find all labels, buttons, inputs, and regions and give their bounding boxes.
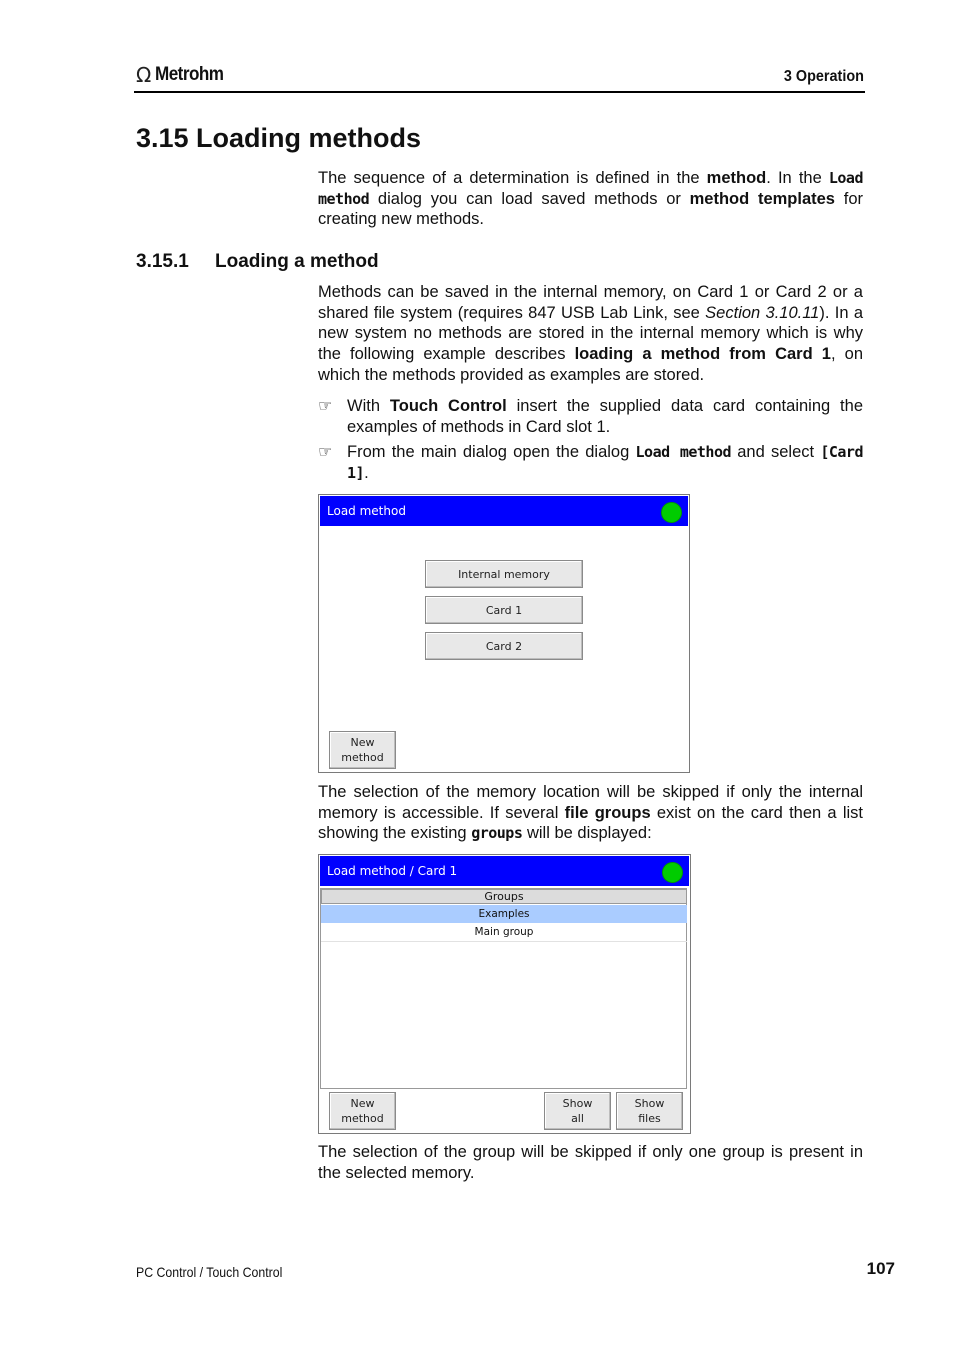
status-led-icon [661,502,682,523]
footer-product: PC Control / Touch Control [136,1264,283,1280]
list-item-main-group[interactable]: Main group [321,923,687,942]
show-all-button[interactable]: Show all [544,1092,611,1130]
load-method-card1-dialog [318,854,691,1134]
section-heading: 3.15 Loading methods [136,123,422,153]
chapter-title: 3 Operation [783,68,864,85]
pointing-hand-icon: ☞ [318,396,333,415]
new-method-button[interactable]: New method [329,1092,396,1130]
new-method-button[interactable]: New method [329,731,396,769]
card-2-button[interactable]: Card 2 [425,632,583,660]
brand-name: Metrohm [155,64,224,85]
subsection-heading [136,249,379,275]
dialog-title: Load method / Card 1 [327,864,458,878]
body-paragraph-3: The selection of the group will be skipped if only one group is present in the selected memory. [318,1143,863,1182]
page-number: 107 [866,1259,895,1278]
status-led-icon [662,862,683,883]
intro-paragraph: The sequence of a determination is defined in the method. In the Load method dialog you can load saved methods or method templates for creating new methods. [318,169,863,229]
dialog-title: Load method [327,504,406,518]
header-rule [134,91,865,93]
body-paragraph-2: The selection of the memory location will be skipped if only the internal memory is accessible. If several file groups exist on the card then a list showing the existing groups will be displayed: [318,783,863,843]
list-item-examples[interactable]: Examples [321,905,687,923]
metrohm-logo [136,64,231,86]
instruction-item-1: ☞ With Touch Control insert the supplied data card containing the examples of methods in Card slot 1. [318,396,863,436]
body-paragraph-1: Methods can be saved in the internal memory, on Card 1 or Card 2 or a shared file system (requires 847 USB Lab Link, see Section 3.10.11). In a new system no methods are stored in the internal memory which is why the following example describes loading a method from Card 1, on which the methods provided as examples are stored. [318,283,864,384]
groups-column-header[interactable]: Groups [321,889,687,904]
card-1-button[interactable]: Card 1 [425,596,583,624]
dialog-titlebar [320,496,688,526]
dialog-titlebar [320,856,689,886]
load-method-dialog [318,494,690,773]
omega-logo-icon: Ω [136,63,152,87]
internal-memory-button[interactable]: Internal memory [425,560,583,588]
show-files-button[interactable]: Show files [616,1092,683,1130]
instruction-item-2: ☞ From the main dialog open the dialog Load method and select [Card 1]. [318,442,863,482]
subsection-title: Loading a method [215,251,379,272]
pointing-hand-icon: ☞ [318,442,333,461]
subsection-number: 3.15.1 [136,251,189,272]
